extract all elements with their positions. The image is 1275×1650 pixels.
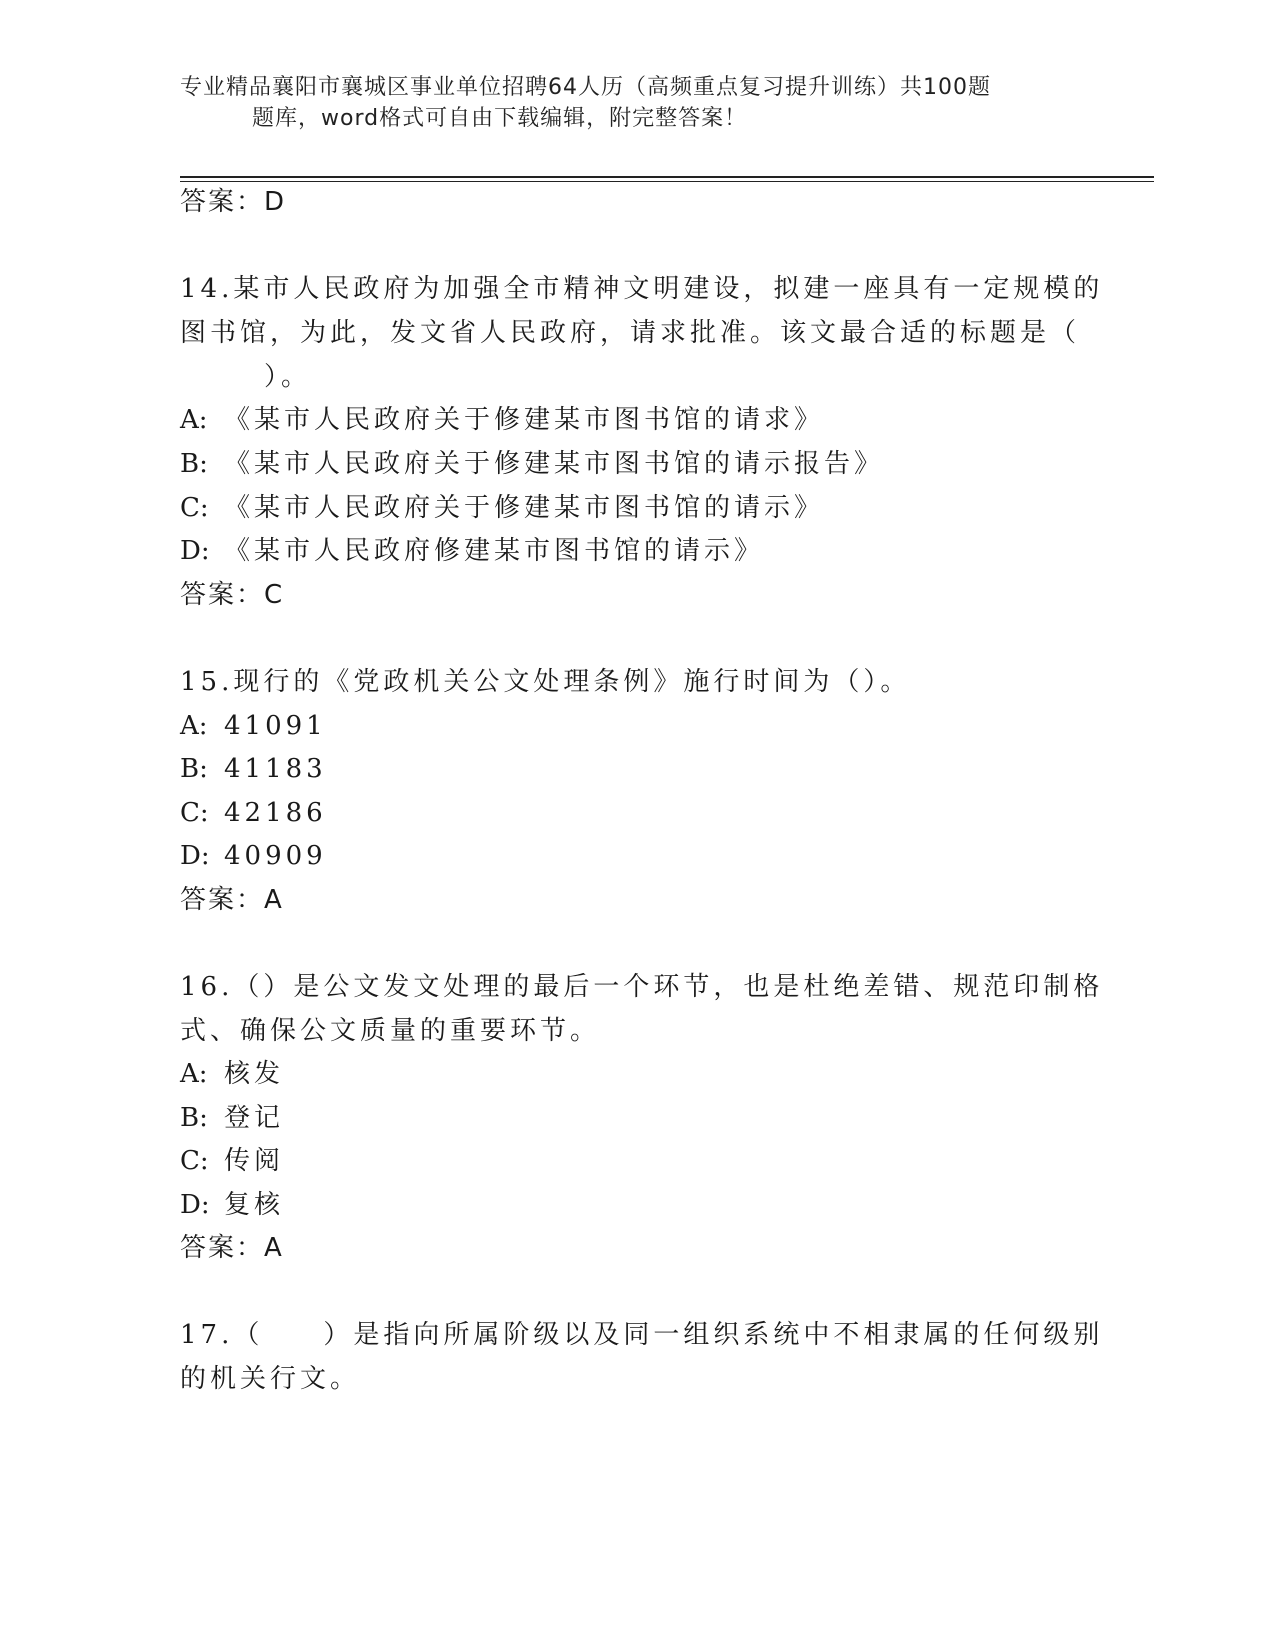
question-17-text-line2: 的机关行文。 xyxy=(180,1364,361,1394)
question-16-text-line2: 式、确保公文质量的重要环节。 xyxy=(180,1016,601,1046)
question-15-option-b xyxy=(180,754,327,784)
question-16-option-d xyxy=(180,1190,284,1220)
question-14-answer: 答案：C xyxy=(180,580,285,610)
question-15-option-d xyxy=(180,841,327,871)
question-16-option-c xyxy=(180,1146,284,1176)
option-label: D: xyxy=(180,536,210,566)
question-14-option-a xyxy=(180,405,824,435)
option-label: A: xyxy=(180,711,208,741)
option-label: D: xyxy=(180,1190,210,1220)
option-label: D: xyxy=(180,841,210,871)
option-label: A: xyxy=(180,1059,208,1089)
header-title-line1: 专业精品襄阳市襄城区事业单位招聘64人历（高频重点复习提升训练）共100题 xyxy=(180,75,991,100)
option-text: 《某市人民政府修建某市图书馆的请示》 xyxy=(224,536,765,566)
question-14-text-line3: ）。 xyxy=(264,362,312,392)
page-header xyxy=(180,72,1060,134)
option-label: B: xyxy=(180,449,208,479)
option-label: C: xyxy=(180,798,209,828)
option-text: 41091 xyxy=(224,711,327,741)
question-16-answer: 答案：A xyxy=(180,1233,284,1263)
question-17-text-line1: 17.（ ）是指向所属阶级以及同一组织系统中不相隶属的任何级别 xyxy=(180,1320,1104,1350)
question-14-text-line2: 图书馆，为此，发文省人民政府，请求批准。该文最合适的标题是（ xyxy=(180,318,1081,348)
question-14-text-line1: 14.某市人民政府为加强全市精神文明建设，拟建一座具有一定规模的 xyxy=(180,274,1104,304)
option-text: 《某市人民政府关于修建某市图书馆的请示》 xyxy=(224,493,825,523)
question-15-text-line1: 15.现行的《党政机关公文处理条例》施行时间为（）。 xyxy=(180,667,911,697)
header-title-line2: 题库，word格式可自由下载编辑，附完整答案！ xyxy=(252,106,748,131)
question-15-option-a xyxy=(180,711,327,741)
question-16-option-b xyxy=(180,1103,284,1133)
option-text: 《某市人民政府关于修建某市图书馆的请示报告》 xyxy=(224,449,885,479)
option-text: 《某市人民政府关于修建某市图书馆的请求》 xyxy=(224,405,825,435)
question-14-option-d xyxy=(180,536,764,566)
option-label: B: xyxy=(180,754,208,784)
question-16-text-line1: 16.（）是公文发文处理的最后一个环节，也是杜绝差错、规范印制格 xyxy=(180,972,1104,1002)
option-label: C: xyxy=(180,493,209,523)
option-text: 登记 xyxy=(224,1103,285,1133)
question-15-option-c xyxy=(180,798,327,828)
option-text: 核发 xyxy=(224,1059,285,1089)
question-14-option-b xyxy=(180,449,884,479)
header-divider xyxy=(180,176,1154,178)
previous-answer: 答案：D xyxy=(180,187,287,217)
question-16-option-a xyxy=(180,1059,284,1089)
header-divider-thin xyxy=(180,181,1154,182)
question-14-option-c xyxy=(180,493,824,523)
question-15-answer: 答案：A xyxy=(180,885,284,915)
option-label: A: xyxy=(180,405,208,435)
option-text: 传阅 xyxy=(224,1146,285,1176)
option-text: 41183 xyxy=(224,754,327,784)
option-text: 40909 xyxy=(224,841,327,871)
option-label: C: xyxy=(180,1146,209,1176)
option-text: 42186 xyxy=(224,798,327,828)
option-text: 复核 xyxy=(224,1190,285,1220)
option-label: B: xyxy=(180,1103,208,1133)
